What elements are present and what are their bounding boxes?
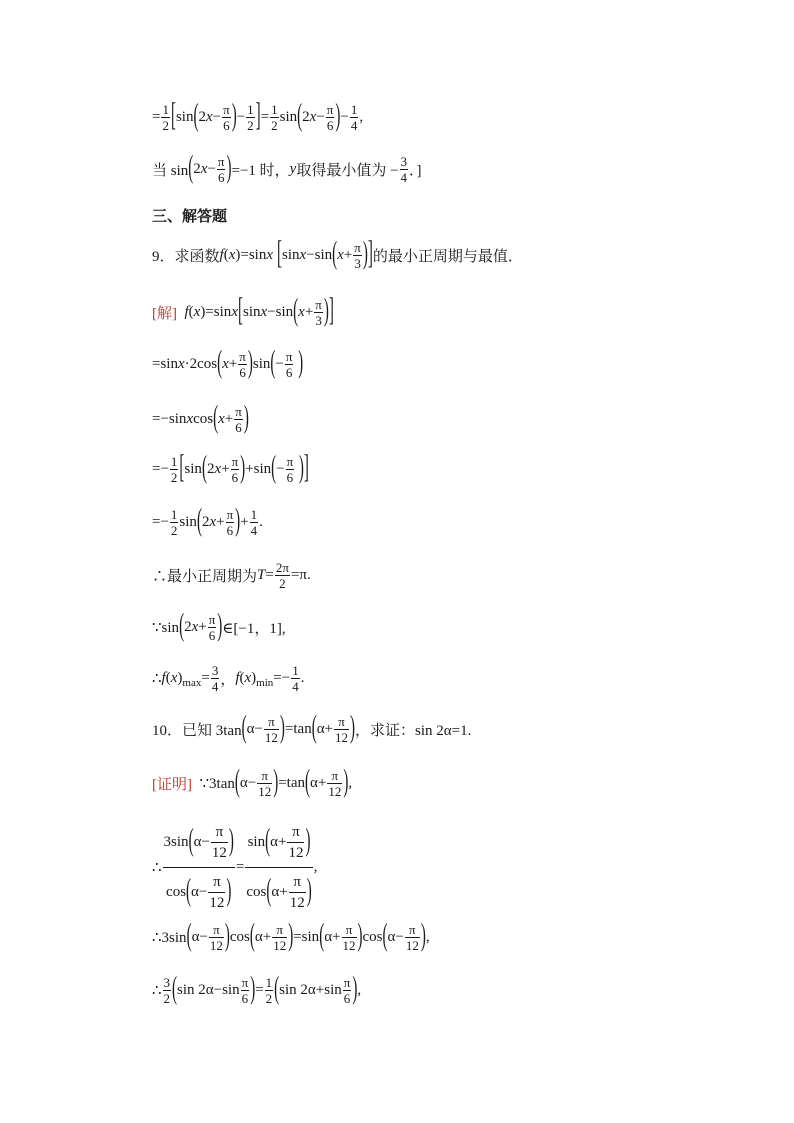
solution-8-line-1: = 1 2 [ sin ( 2 x − π 6 ) − 1 2 ] = 1 2 sin ( 2 x − π 6 ) − 1 4 , — [152, 98, 364, 134]
question-10: 10．已知 3tan ( α− π 12 ) =tan ( α+ π 12 ) ，求证：sin 2α=1. — [152, 711, 472, 746]
proof-10-line-1: [证明] ∵3tan ( α− π 12 ) =tan ( α+ π 12 ) , — [152, 765, 353, 800]
solution-9-line-1: [解] f ( x )=sin x [ sin x −sin ( x + π 3 ) ] — [152, 293, 334, 329]
solution-8-line-2: 当 sin ( 2 x − π 6 ) =−1 时， y 取得最小值为 − 3 4 ．] — [152, 151, 422, 186]
solution-9-line-3: =−sin x cos ( x + π 6 ) — [152, 401, 249, 436]
solution-9-line-2: =sin x ·2cos ( x + π 6 ) sin ( − π 6 ) — [152, 346, 304, 381]
proof-10-line-4: ∴ 3 2 ( sin 2α−sin π 6 ) = 1 2 ( sin 2α+sin π 6 ) , — [152, 972, 362, 1007]
solution-9-line-4: =− 1 2 [ sin ( 2 x + π 6 ) +sin ( − π 6 ) ] — [152, 450, 309, 486]
proof-10-line-3: ∴3sin ( α− π 12 ) cos ( α+ π 12 ) =sin ( α+ π 12 ) cos ( α− π 12 ) , — [152, 919, 430, 954]
solution-9-line-7: ∵sin ( 2 x + π 6 ) ∈[−1，1], — [152, 609, 286, 644]
section-heading: 三、解答题 — [152, 209, 228, 225]
question-9: 9．求函数 f ( x )=sin x [ sin x −sin ( x + π 3 ) ] 的最小正周期与最值． — [152, 236, 523, 272]
solution-9-line-5: =− 1 2 sin ( 2 x + π 6 ) + 1 4 . — [152, 504, 263, 539]
solution-9-line-8: ∴ f ( x ) max = 3 4 ， f ( x ) min =− 1 4 . — [152, 663, 305, 694]
solution-9-line-6: ∴最小正周期为 T = 2π 2 =π. — [152, 560, 311, 591]
proof-10-line-2: ∴ 3sin(α− $\frac{\pi}{12}$ ) cos(α− $\frac{\pi}{12}$ ) = sin(α+ $\frac{\pi}{12}$ ) cos(α+ $\frac{\pi}{12}$ ) , — [152, 824, 318, 911]
solution-label: [解] — [152, 306, 177, 322]
proof-label: [证明] — [152, 777, 192, 793]
